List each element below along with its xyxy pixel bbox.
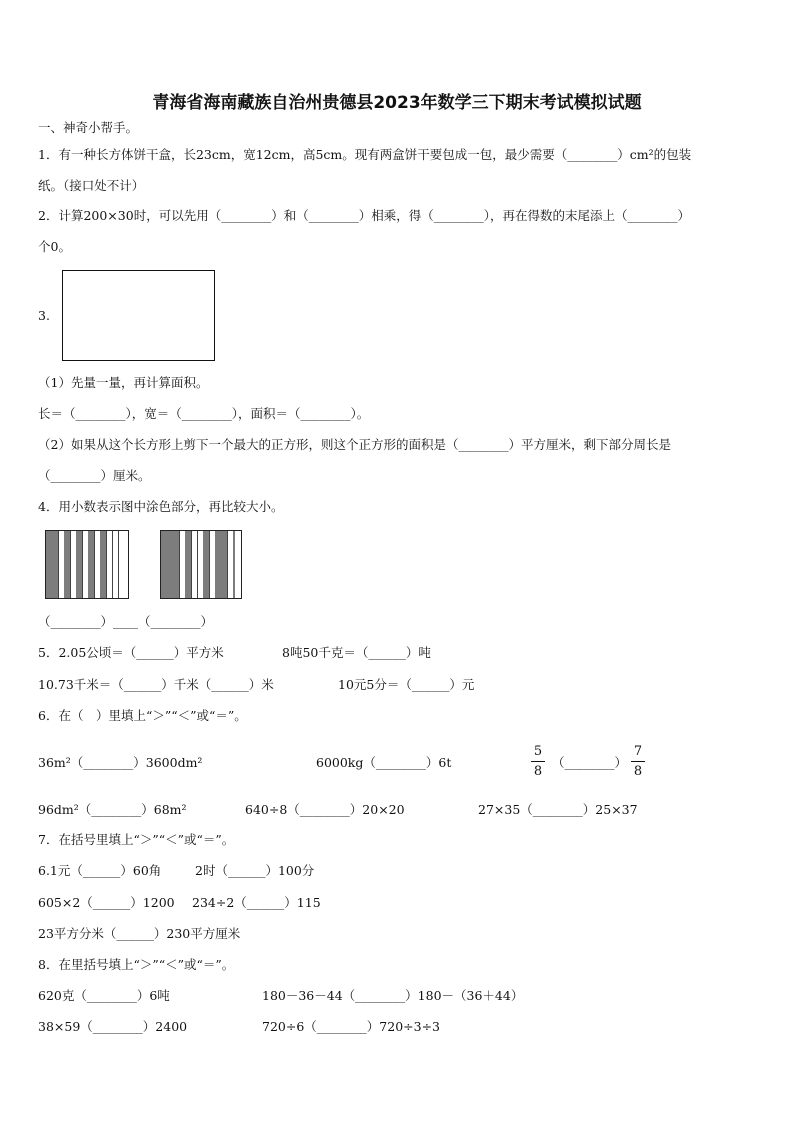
question-3-measure-line: 长＝（________），宽＝（________），面积＝（________）。 (38, 406, 370, 421)
question-6-e: 640÷8（________）20×20 (245, 802, 405, 817)
page-title: 青海省海南藏族自治州贵德县2023年数学三下期末考试模拟试题 (152, 93, 642, 113)
question-4-prompt: 4．用小数表示图中涂色部分，再比较大小。 (38, 499, 284, 514)
fraction-left-numerator: 5 (533, 744, 543, 759)
question-5-d: 10元5分＝（______）元 (338, 677, 475, 692)
fraction-left (531, 744, 545, 779)
question-7-prompt: 7．在括号里填上“＞”“＜”或“＝”。 (38, 832, 235, 847)
question-5-c: 10.73千米＝（______）千米（______）米 (38, 677, 274, 692)
question-2-line-2: 个0。 (38, 239, 71, 254)
question-4-answer-line: （________）____（________） (38, 614, 214, 629)
question-3-part-1: （1）先量一量，再计算面积。 (38, 375, 209, 390)
question-8-c: 38×59（________）2400 (38, 1019, 188, 1034)
fraction-right-denominator: 8 (633, 764, 643, 779)
question-6-a: 36m²（________）3600dm² (38, 755, 203, 770)
question-7-c: 605×2（______）1200 (38, 895, 175, 910)
fraction-right-numerator: 7 (633, 744, 643, 759)
striped-figure-1 (45, 530, 129, 599)
question-8-a: 620克（________）6吨 (38, 988, 170, 1003)
question-6-d: 96dm²（________）68m² (38, 802, 187, 817)
question-7-e: 23平方分米（______）230平方厘米 (38, 926, 241, 941)
fraction-right (631, 744, 645, 779)
question-7-b: 2时（______）100分 (195, 863, 315, 878)
question-5-a: 5．2.05公顷＝（______）平方米 (38, 645, 224, 660)
question-6-c-blank: （________） (552, 755, 628, 770)
question-1-line-2: 纸。（接口处不计） (38, 178, 145, 193)
question-3-part-2-line-2: （________）厘米。 (38, 468, 151, 483)
question-7-d: 234÷2（______）115 (192, 895, 321, 910)
question-6-prompt: 6．在（ ）里填上“＞”“＜”或“＝”。 (38, 708, 247, 723)
question-5-b: 8吨50千克＝（______）吨 (282, 645, 431, 660)
fraction-left-denominator: 8 (533, 764, 543, 779)
question-8-prompt: 8．在里括号填上“＞”“＜”或“＝”。 (38, 957, 235, 972)
striped-figure-2 (160, 530, 242, 599)
section-heading: 一、神奇小帮手。 (38, 120, 139, 135)
question-1-line-1: 1．有一种长方体饼干盒，长23cm，宽12cm，高5cm。现有两盒饼干要包成一包，最少需要（________）cm²的包装 (38, 147, 692, 162)
question-3-part-2-line-1: （2）如果从这个长方形上剪下一个最大的正方形，则这个正方形的面积是（________）平方厘米，剩下部分周长是 (38, 437, 671, 452)
question-8-b: 180－36－44（________）180－（36＋44） (262, 988, 524, 1003)
measure-rectangle (62, 270, 215, 361)
question-6-f: 27×35（________）25×37 (478, 802, 638, 817)
question-3-label: 3. (38, 308, 50, 323)
question-8-d: 720÷6（________）720÷3÷3 (262, 1019, 440, 1034)
question-2-line-1: 2．计算200×30时，可以先用（________）和（________）相乘，得（________），再在得数的末尾添上（________） (38, 208, 690, 223)
question-6-b: 6000kg（________）6t (316, 755, 452, 770)
question-7-a: 6.1元（______）60角 (38, 863, 162, 878)
